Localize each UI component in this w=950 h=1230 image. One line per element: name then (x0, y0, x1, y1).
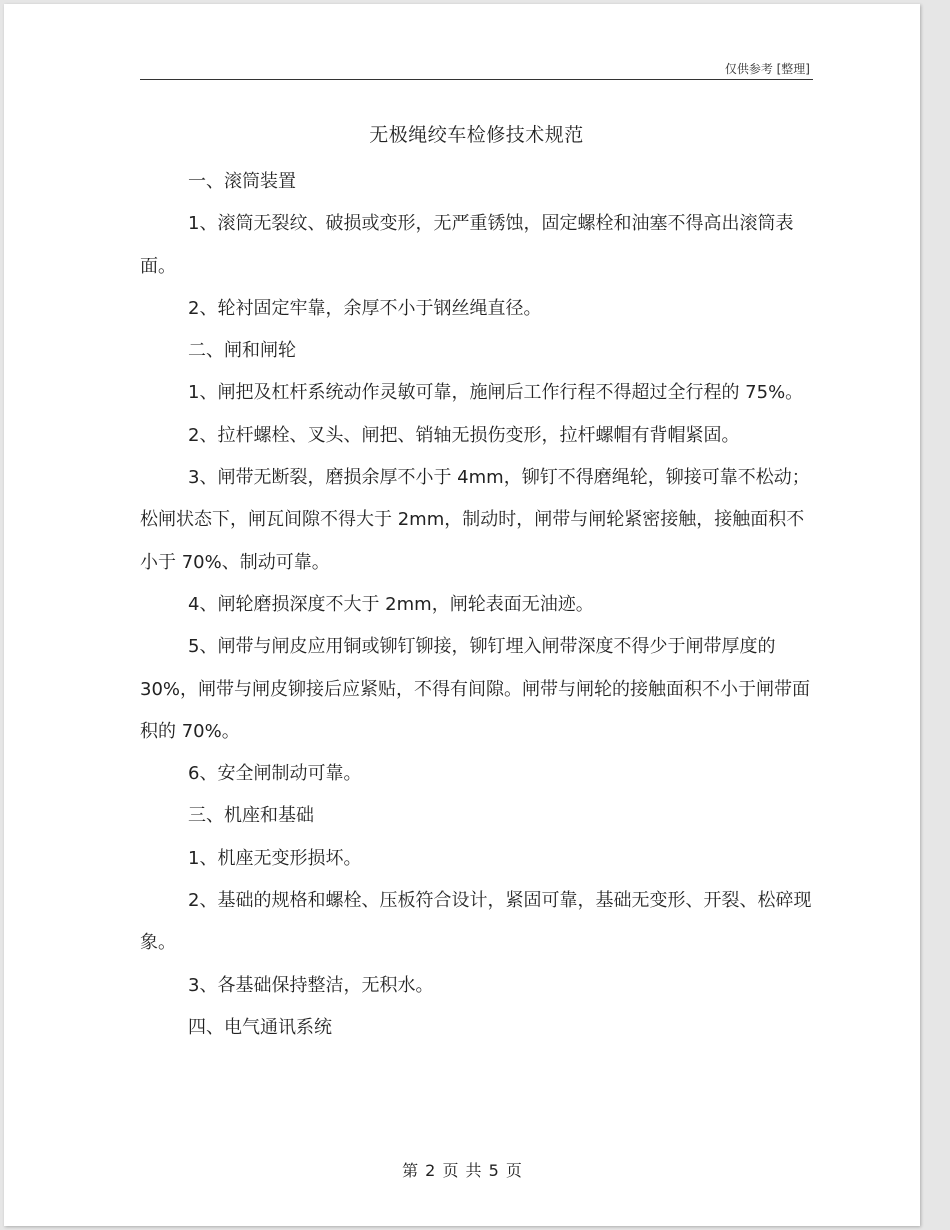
document-body (140, 161, 815, 1049)
paragraph: 1、闸把及杠杆系统动作灵敏可靠，施闸后工作行程不得超过全行程的 75%。 (188, 382, 804, 404)
paragraph: 2、轮衬固定牢靠，余厚不小于钢丝绳直径。 (188, 297, 542, 319)
section-heading-1: 一、滚筒装置 (188, 171, 296, 192)
paragraph: 4、闸轮磨损深度不大于 2mm，闸轮表面无油迹。 (188, 593, 594, 615)
paragraph: 2、基础的规格和螺栓、压板符合设计，紧固可靠，基础无变形、开裂、松碎现象。 (140, 890, 812, 954)
section-heading-2: 二、闸和闸轮 (188, 340, 296, 362)
paragraph: 2、拉杆螺栓、叉头、闸把、销轴无损伤变形，拉杆螺帽有背帽紧固。 (188, 424, 740, 446)
paragraph: 3、各基础保持整洁，无积水。 (188, 974, 434, 996)
section-heading-3: 三、机座和基础 (188, 805, 314, 827)
document-page (4, 4, 920, 1226)
page-number-footer: 第 2 页 共 5 页 (402, 1161, 522, 1180)
paragraph: 1、机座无变形损坏。 (188, 847, 362, 869)
paragraph: 6、安全闸制动可靠。 (188, 763, 362, 785)
paragraph: 1、滚筒无裂纹、破损或变形，无严重锈蚀，固定螺栓和油塞不得高出滚筒表面。 (140, 213, 794, 277)
document-title: 无极绳绞车检修技术规范 (369, 124, 584, 146)
header-divider (140, 79, 813, 80)
header-note: 仅供参考 [整理] (724, 62, 810, 76)
paragraph: 5、闸带与闸皮应用铜或铆钉铆接，铆钉埋入闸带深度不得少于闸带厚度的 30%，闸带与闸皮铆接后应紧贴，不得有间隙。闸带与闸轮的接触面积不小于闸带面积的 70%。 (140, 636, 811, 742)
paragraph: 3、闸带无断裂，磨损余厚不小于 4mm，铆钉不得磨绳轮，铆接可靠不松动；松闸状态下，闸瓦间隙不得大于 2mm，制动时，闸带与闸轮紧密接触，接触面积不小于 70%、制动可靠。 (140, 467, 810, 573)
section-heading-4: 四、电气通讯系统 (188, 1016, 332, 1038)
